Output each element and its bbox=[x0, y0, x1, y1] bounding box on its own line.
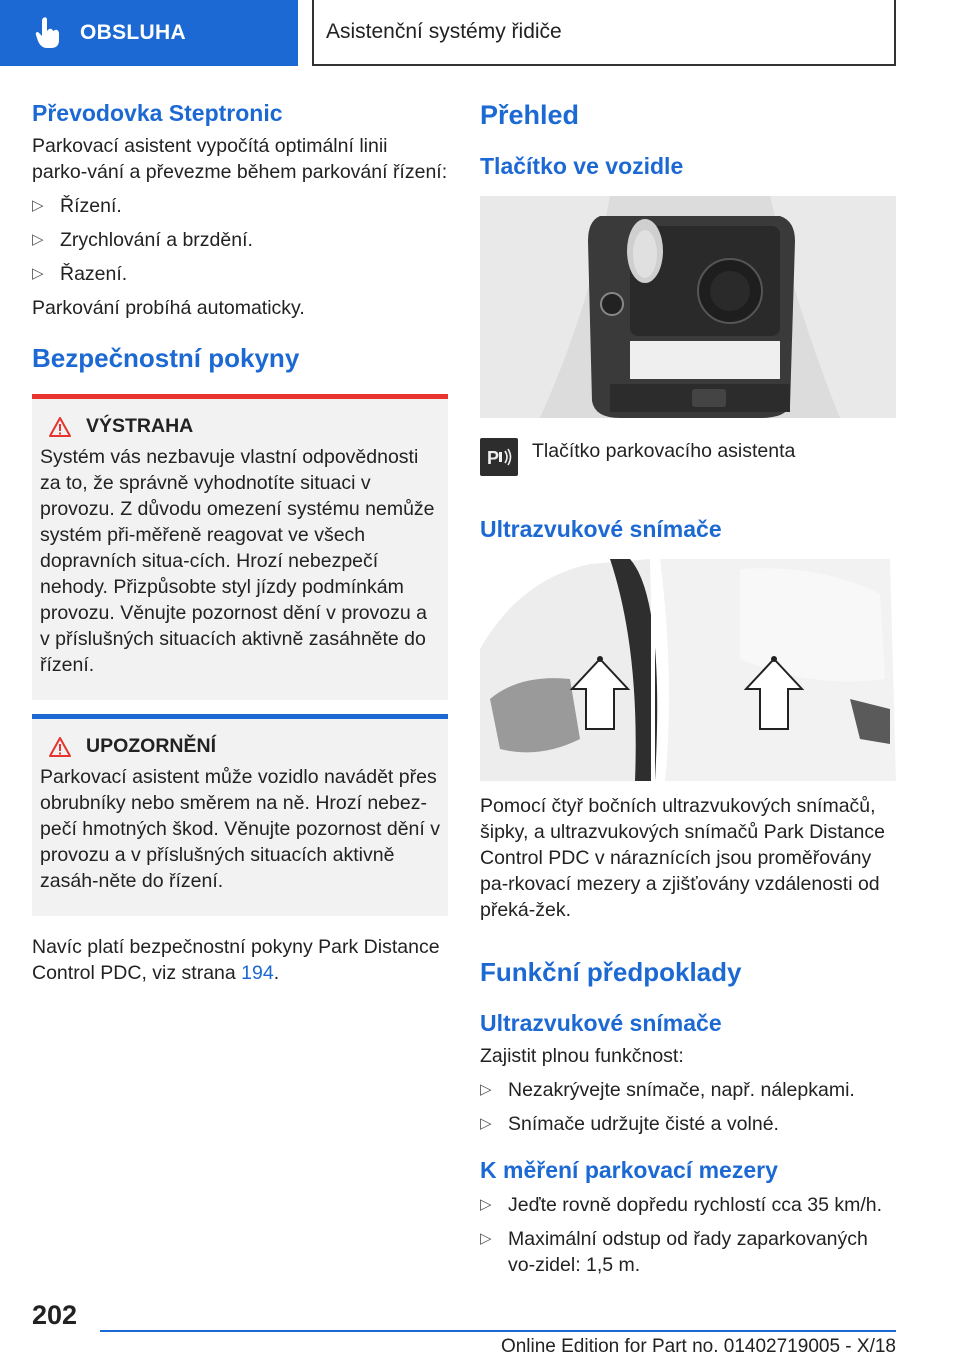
measure-heading: K měření parkovací mezery bbox=[480, 1157, 778, 1183]
notice-box bbox=[32, 714, 448, 916]
warning-triangle-icon bbox=[48, 416, 72, 438]
left-column bbox=[32, 100, 448, 986]
warning-text: Systém vás nezbavuje vlastní odpovědnosti za to, že správně vyhodnotíte situaci v provozu. Z důvodu omezení systému nemůže systém při‐měřeně reagovat ve všech dopravních situa‐cích. Hrozí nebezpečí nehody. Přizpůsobte styl jízdy podmínkám provozu. Věnujte pozornost dění v provozu a v příslušných situacích aktivně zasáhněte do řízení. bbox=[40, 446, 435, 676]
list-item: ▷ Zrychlování a brzdění. bbox=[32, 227, 448, 253]
page-number: 202 bbox=[32, 1300, 78, 1330]
notice-text: Parkovací asistent může vozidlo navádět přes obrubníky nebo směrem na ně. Hrozí nebez‐pečí hmotných škod. Věnujte pozornost dění v provozu a v příslušných situacích aktivně zasáh‐něte do řízení. bbox=[40, 766, 440, 892]
func-list bbox=[480, 1077, 896, 1137]
notice-title: UPOZORNĚNÍ bbox=[86, 735, 217, 757]
button-heading: Tlačítko ve vozidle bbox=[480, 153, 684, 179]
list-item: ▷ Jeďte rovně dopředu rychlostí cca 35 km/h. bbox=[480, 1192, 896, 1218]
steptronic-intro: Parkovací asistent vypočítá optimální linii parko‐vání a převezme během parkování řízení: bbox=[32, 135, 448, 183]
sensors-text: Pomocí čtyř bočních ultrazvukových snímačů, šipky, a ultrazvukových snímačů Park Distance Control PDC v náraznících jsou proměřovány pa‐rkovací mezery a zjišťovány vzdálenosti od překá‐žek. bbox=[480, 795, 885, 921]
ultrasonic-sensors-photo bbox=[480, 559, 896, 781]
steptronic-outro: Parkování probíhá automaticky. bbox=[32, 297, 305, 319]
svg-text:P: P bbox=[487, 448, 500, 468]
hand-pointer-icon bbox=[34, 16, 62, 50]
page-link[interactable]: 194 bbox=[241, 962, 274, 984]
list-item: ▷ Nezakrývejte snímače, např. nálepkami. bbox=[480, 1077, 896, 1103]
chapter-title: Asistenční systémy řidiče bbox=[312, 0, 896, 66]
parking-button-row bbox=[480, 438, 896, 476]
list-item: ▷ Řazení. bbox=[32, 261, 448, 287]
list-item: ▷ Řízení. bbox=[32, 193, 448, 219]
list-item: ▷ Snímače udržujte čisté a volné. bbox=[480, 1111, 896, 1137]
func-intro: Zajistit plnou funkčnost: bbox=[480, 1045, 684, 1067]
section-tab[interactable] bbox=[0, 0, 298, 66]
right-column bbox=[480, 100, 896, 1278]
button-caption: Tlačítko parkovacího asistenta bbox=[532, 440, 796, 462]
section-tab-label: OBSLUHA bbox=[80, 21, 186, 44]
warning-title: VÝSTRAHA bbox=[86, 415, 194, 437]
footer-rule bbox=[100, 1330, 896, 1332]
overview-heading: Přehled bbox=[480, 100, 580, 130]
notice-triangle-icon bbox=[48, 736, 72, 758]
steptronic-list bbox=[32, 193, 448, 287]
center-console-photo bbox=[480, 196, 896, 418]
edition-footer: Online Edition for Part no. 01402719005 - X/18 bbox=[500, 1336, 896, 1357]
func-sub-heading: Ultrazvukové snímače bbox=[480, 1010, 722, 1036]
parking-assistant-button-icon bbox=[480, 438, 518, 476]
safety-heading: Bezpečnostní pokyny bbox=[32, 343, 300, 373]
func-heading: Funkční předpoklady bbox=[480, 957, 742, 987]
list-item: ▷ Maximální odstup od řady zaparkovaných vo‐zidel: 1,5 m. bbox=[480, 1226, 896, 1278]
warning-box bbox=[32, 394, 448, 700]
extra-safety-text: Navíc platí bezpečnostní pokyny Park Distance Control PDC, viz strana 194. bbox=[32, 936, 440, 984]
steptronic-heading: Převodovka Steptronic bbox=[32, 100, 283, 126]
sensors-heading: Ultrazvukové snímače bbox=[480, 516, 722, 542]
measure-list bbox=[480, 1192, 896, 1278]
